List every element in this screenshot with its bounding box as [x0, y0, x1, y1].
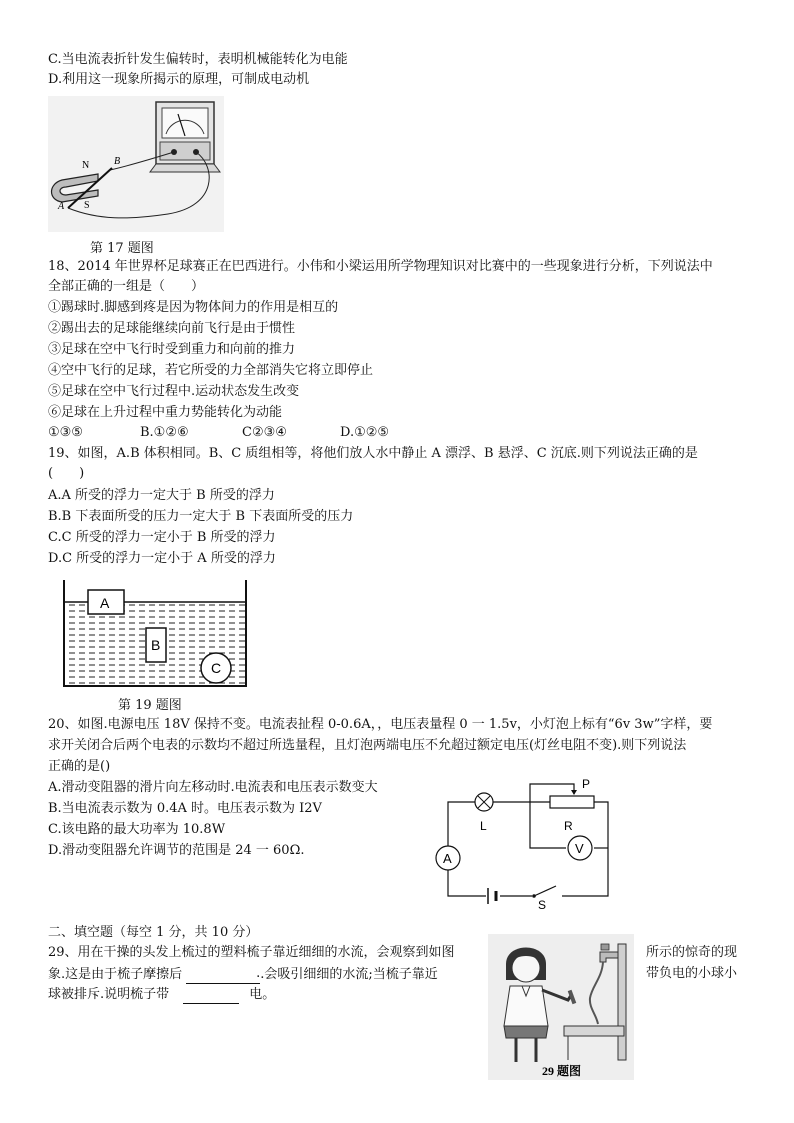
sink: [564, 1026, 624, 1036]
q29-blank-1[interactable]: [186, 965, 260, 984]
block-a-label: A: [100, 595, 110, 611]
q20-option-c: C.该电路的最大功率为 10.8W: [48, 822, 226, 837]
q17-option-c: C.当电流表折针发生偏转时，表明机械能转化为电能: [48, 52, 348, 67]
q18-statement-2: ②踢出去的足球能继续向前飞行是由于惯性: [48, 321, 296, 336]
label-p: P: [582, 778, 591, 791]
q17-figure: [48, 96, 224, 232]
q18-stem-line2: 全部正确的一组是（ ）: [48, 279, 205, 294]
label-r: R: [564, 819, 573, 833]
q29-line2-text-b: .会吸引细细的水流;当梳子靠近: [260, 967, 438, 982]
q29-line2: [48, 965, 438, 984]
q18-statement-3: ③足球在空中飞行时受到重力和向前的推力: [48, 342, 296, 357]
label-n: N: [82, 160, 90, 171]
q17-caption: 第 17 题图: [90, 241, 154, 256]
q29-line1: 29、用在干操的头发上梳过的塑料梳子靠近细细的水流，会观察到如图: [48, 945, 455, 960]
q19-option-c: C.C 所受的浮力一定小于 B 所受的浮力: [48, 530, 276, 545]
q29-blank-2[interactable]: [183, 1003, 239, 1004]
q19-stem-line2: ( ): [48, 466, 85, 481]
lamp-l: [475, 793, 493, 811]
q29-figure: [488, 934, 634, 1080]
block-b-label: B: [151, 637, 161, 653]
label-s: S: [538, 898, 547, 910]
q29-blank-1-mark: .: [256, 966, 261, 981]
q29-line1-right: 所示的惊奇的现: [646, 945, 738, 960]
q19-option-d: D.C 所受的浮力一定小于 A 所受的浮力: [48, 551, 276, 566]
label-b: B: [114, 156, 121, 167]
q20-option-d: D.滑动变阻器允许调节的范围是 24 一 60Ω.: [48, 843, 305, 858]
q20-stem-line1: 20、如图.电源电压 18V 保持不变。电流表扯程 0-0.6A，，电压表量程 0 一 1.5v，小灯泡上标有“6v 3w”字样，要: [48, 717, 713, 732]
q20-stem-line3: 正确的是(): [48, 759, 111, 774]
q20-stem-line2: 求开关闭合后两个电表的示数均不超过所选量程，且灯泡两端电压不允超过额定电压(灯丝电阻不变).则下列说法: [48, 738, 687, 753]
q20-circuit-figure: [432, 778, 628, 910]
q18-statement-4: ④空中飞行的足球，若它所受的力全部消失它将立即停止: [48, 363, 374, 378]
q20-option-a: A.滑动变阻器的滑片向左移动时.电流表和电压表示数变大: [48, 780, 378, 795]
q18-choice-d: D.①②⑤: [340, 425, 390, 440]
q29-line3: [48, 986, 275, 1004]
label-v: V: [575, 841, 584, 856]
q18-choice-c: C②③④: [242, 425, 287, 440]
slider-arrow: [571, 790, 577, 795]
switch-s: [532, 886, 562, 900]
q19-option-a: A.A 所受的浮力一定大于 B 所受的浮力: [48, 488, 275, 503]
label-l: L: [480, 819, 487, 833]
q18-statement-5: ⑤足球在空中飞行过程中.运动状态发生改变: [48, 384, 300, 399]
q29-line2-right: 带负电的小球小: [646, 966, 738, 981]
ball-c-label: C: [211, 660, 222, 676]
q29-line3-text-a: 球被排斥.说明梳子带: [48, 987, 170, 1002]
q18-statement-6: ⑥足球在上升过程中重力势能转化为动能: [48, 405, 283, 420]
galvanometer: [150, 102, 220, 172]
q18-choice-a: ①③⑤: [48, 425, 83, 440]
label-ammeter: A: [443, 851, 452, 866]
label-s: S: [84, 200, 90, 211]
q19-option-b: B.B 下表面所受的压力一定大于 B 下表面所受的压力: [48, 509, 354, 524]
q17-option-d: D.利用这一现象所揭示的原理，可制成电动机: [48, 72, 310, 87]
q18-stem-line1: 18、2014 年世界杯足球赛正在巴西进行。小伟和小梁运用所学物理知识对比赛中的一些现象进行分析，下列说法中: [48, 259, 713, 274]
q19-stem-line1: 19、如图，A.B 体积相同。B、C 质组相等，将他们放人水中静止 A 漂浮、B 悬浮、C 沉底.则下列说法正确的是: [48, 446, 698, 461]
section2-heading: 二、填空题（每空 1 分，共 10 分）: [48, 925, 259, 940]
q18-choice-b: B.①②⑥: [140, 425, 189, 440]
q29-line2-text-a: 象.这是由于梳子摩擦后: [48, 967, 183, 982]
label-a: A: [58, 201, 65, 212]
q29-line3-text-b: 电。: [249, 987, 276, 1002]
q18-statement-1: ①踢球时.脚感到疼是因为物体间力的作用是相互的: [48, 300, 339, 315]
q20-option-b: B.当电流表示数为 0.4A 时。电压表示数为 I2V: [48, 801, 322, 816]
q19-figure: [48, 578, 258, 690]
battery: [486, 886, 500, 906]
q19-caption: 第 19 题图: [118, 698, 182, 713]
q29-caption: 29 题图: [542, 1064, 582, 1078]
rheostat-r: [550, 796, 594, 808]
